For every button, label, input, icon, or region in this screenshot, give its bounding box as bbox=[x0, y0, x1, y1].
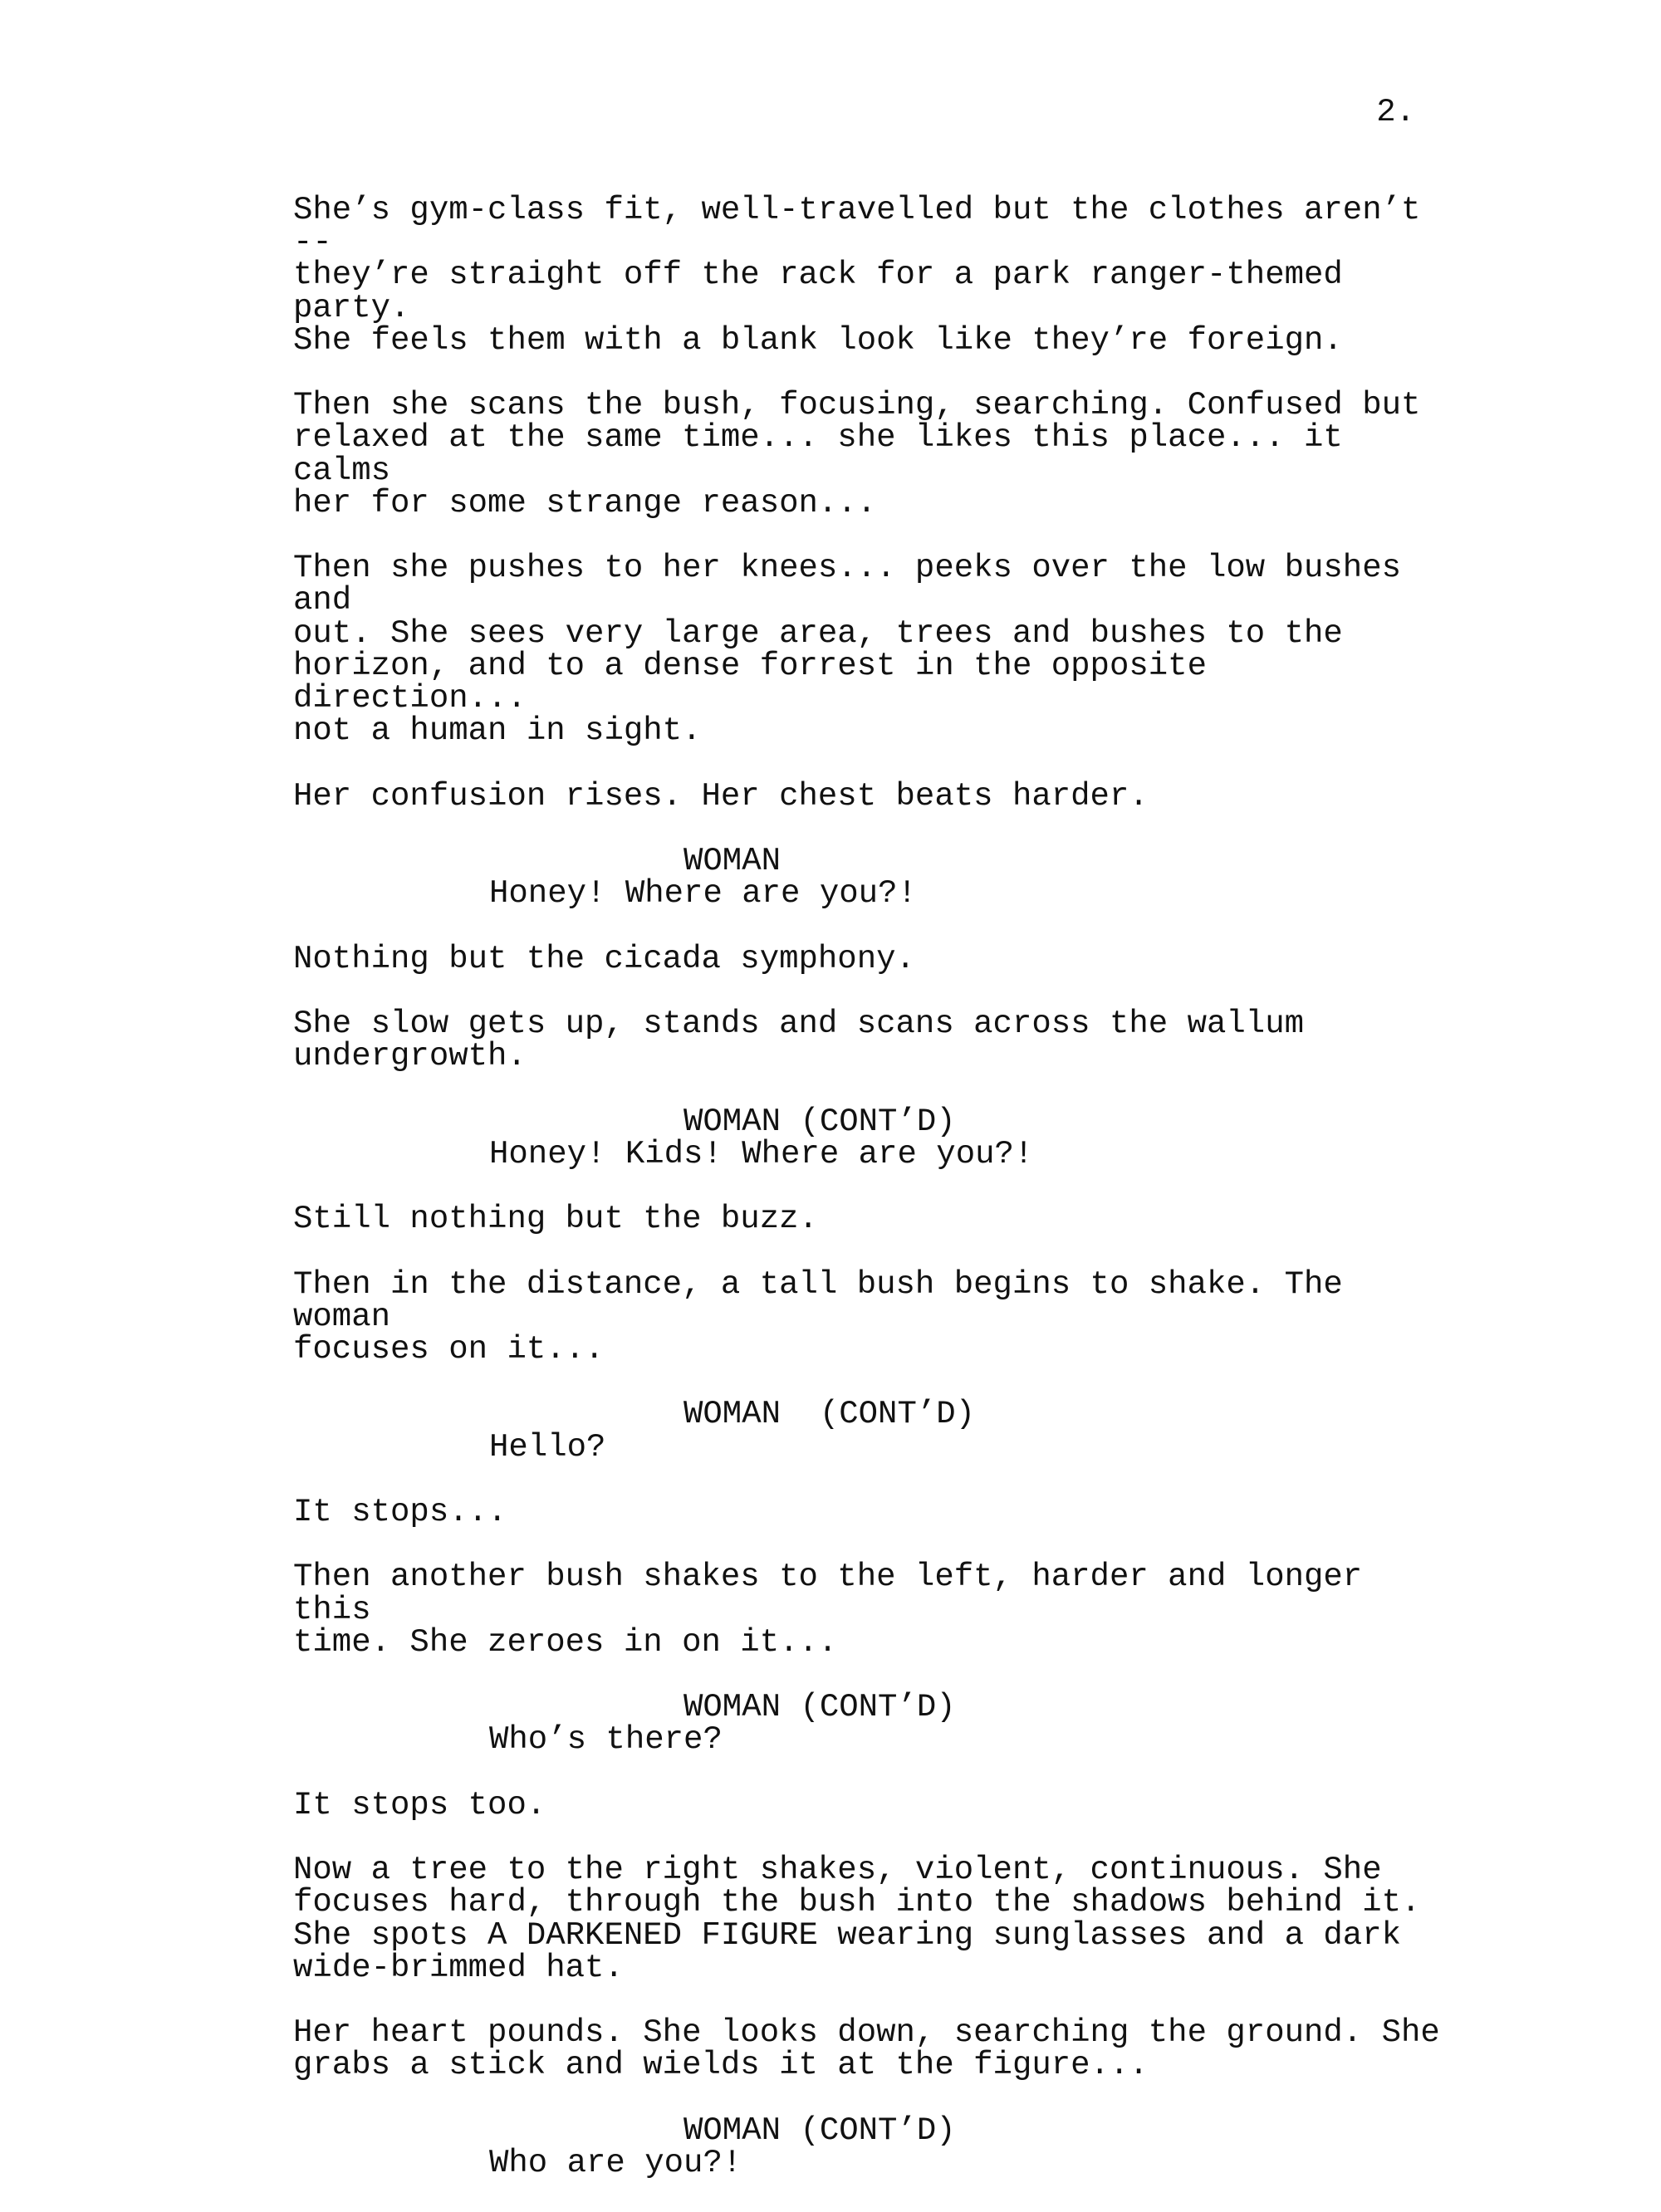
script-line: Then another bush shakes to the left, harder and longer this bbox=[293, 1559, 1382, 1628]
script-line: relaxed at the same time... she likes this place... it calms bbox=[293, 419, 1363, 489]
script-line: Still nothing but the buzz. bbox=[293, 1201, 818, 1238]
character-cue: WOMAN (CONT’D) bbox=[684, 1103, 956, 1140]
character-cue: WOMAN (CONT’D) bbox=[684, 2112, 956, 2149]
action-block bbox=[293, 1561, 1456, 1659]
script-line: She’s gym-class fit, well-travelled but the clothes aren’t -- bbox=[293, 192, 1440, 262]
dialogue-block bbox=[489, 1135, 1237, 1172]
dialogue-block bbox=[489, 1721, 1237, 1759]
script-line: Now a tree to the right shakes, violent, continuous. She bbox=[293, 1852, 1382, 1889]
script-line: grabs a stick and wields it at the figure... bbox=[293, 2047, 1149, 2084]
script-body bbox=[293, 194, 1456, 2212]
script-line: wide-brimmed hat. bbox=[293, 1949, 624, 1986]
character-cue: WOMAN bbox=[684, 843, 782, 879]
action-block bbox=[293, 1786, 1456, 1823]
script-line: Hello? bbox=[489, 1428, 606, 1466]
script-line: Then she pushes to her knees... peeks over the low bushes and bbox=[293, 550, 1421, 619]
script-line: Nothing but the cicada symphony. bbox=[293, 940, 915, 977]
action-block bbox=[293, 389, 1456, 520]
script-line: undergrowth. bbox=[293, 1038, 527, 1075]
script-line: focuses on it... bbox=[293, 1330, 605, 1368]
script-line: her for some strange reason... bbox=[293, 484, 877, 521]
script-line: She spots A DARKENED FIGURE wearing sunglasses and a dark bbox=[293, 1916, 1402, 1954]
action-block bbox=[293, 1265, 1456, 1368]
script-line: It stops... bbox=[293, 1493, 507, 1530]
action-block bbox=[293, 2014, 1456, 2084]
action-block bbox=[293, 1203, 1456, 1236]
dialogue-block bbox=[489, 1428, 1237, 1466]
action-block bbox=[293, 1005, 1456, 1075]
script-line: not a human in sight. bbox=[293, 712, 702, 750]
script-line: Honey! Kids! Where are you?! bbox=[489, 1135, 1034, 1172]
script-line: out. She sees very large area, trees and bushes to the bbox=[293, 614, 1343, 652]
script-line: It stops too. bbox=[293, 1786, 546, 1823]
script-line: horizon, and to a dense forrest in the opposite direction... bbox=[293, 647, 1227, 717]
page-number: 2. bbox=[1376, 94, 1415, 130]
script-line: Who’s there? bbox=[489, 1721, 723, 1759]
script-line: Then she scans the bush, focusing, searching. Confused but bbox=[293, 387, 1421, 424]
script-line: She feels them with a blank look like they’re foreign. bbox=[293, 321, 1343, 359]
script-line: Who are you?! bbox=[489, 2144, 742, 2181]
script-line: time. She zeroes in on it... bbox=[293, 1623, 838, 1661]
dialogue-block bbox=[489, 875, 1237, 913]
dialogue-block bbox=[489, 2144, 1237, 2181]
action-block bbox=[293, 194, 1456, 357]
character-cue: WOMAN (CONT’D) bbox=[684, 1689, 956, 1726]
action-block bbox=[293, 940, 1456, 977]
script-line: Then in the distance, a tall bush begins to shake. The woman bbox=[293, 1265, 1363, 1335]
script-line: Her heart pounds. She looks down, searching the ground. She bbox=[293, 2014, 1440, 2052]
script-line: focuses hard, through the bush into the shadows behind it. bbox=[293, 1884, 1421, 1921]
action-block bbox=[293, 777, 1456, 815]
character-cue: WOMAN (CONT’D) bbox=[684, 1396, 976, 1433]
action-block bbox=[293, 1493, 1456, 1530]
action-block bbox=[293, 550, 1456, 750]
script-line: Honey! Where are you?! bbox=[489, 875, 917, 913]
script-line: She slow gets up, stands and scans across the wallum bbox=[293, 1005, 1304, 1042]
script-line: Her confusion rises. Her chest beats harder. bbox=[293, 777, 1149, 815]
action-block bbox=[293, 1854, 1456, 1984]
script-line: they’re straight off the rack for a park ranger-themed party. bbox=[293, 257, 1363, 326]
